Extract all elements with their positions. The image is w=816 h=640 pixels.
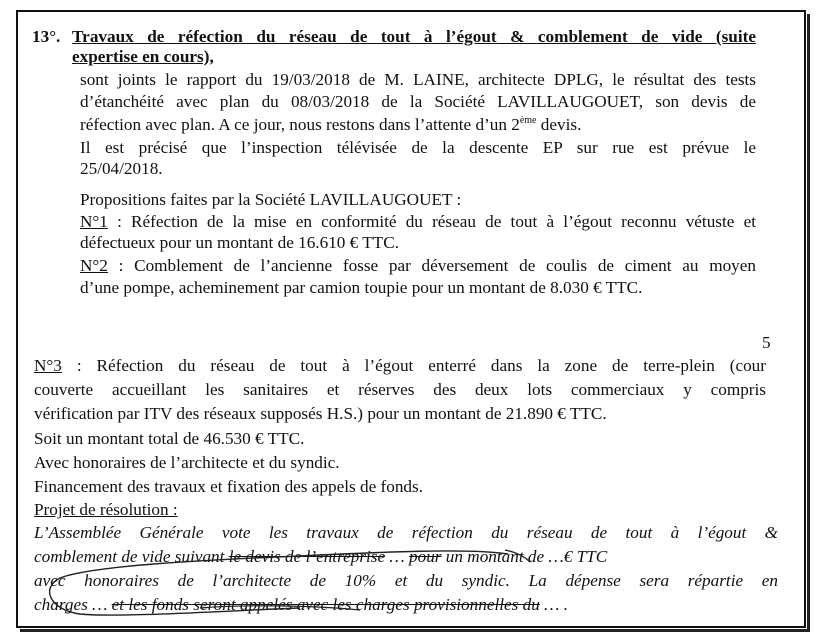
page-number: 5 <box>762 333 771 352</box>
proposal-n2-line1: N°2 : Comblement de l’ancienne fosse par déversement de coulis de ciment au moyen <box>80 256 756 275</box>
proposal-n1-line1: N°1 : Réfection de la mise en conformité du réseau de tout à l’égout reconnu vétuste et <box>80 212 756 231</box>
resolution-line2: comblement de vide suivant le devis de l’entreprise … pour un montant de …€ TTC <box>34 547 608 566</box>
resolution-line3: avec honoraires de l’architecte de 10% et du syndic. La dépense sera répartie en <box>34 571 778 590</box>
resolution-line1: L’Assemblée Générale vote les travaux de réfection du réseau de tout à l’égout & <box>34 523 778 542</box>
resolution-heading: Projet de résolution : <box>34 500 178 519</box>
intro-line3: réfection avec plan. A ce jour, nous restons dans l’attente d’un 2ème devis. <box>80 115 582 134</box>
total-amount: Soit un montant total de 46.530 € TTC. <box>34 429 305 448</box>
intro-line4: Il est précisé que l’inspection télévisée de la descente EP sur rue est prévue le <box>80 138 756 157</box>
intro-line5: 25/04/2018. <box>80 159 163 178</box>
resolution-line4: charges … et les fonds seront appelés avec les charges provisionnelles du … . <box>34 595 569 614</box>
proposal-n1-line2: défectueux pour un montant de 16.610 € TTC. <box>80 233 400 252</box>
item-title-line1: Travaux de réfection du réseau de tout à l’égout & comblement de vide (suite <box>72 27 756 46</box>
fees-line: Avec honoraires de l’architecte et du syndic. <box>34 453 340 472</box>
intro-line2: d’étanchéité avec plan du 08/03/2018 de la Société LAVILLAUGOUET, son devis de <box>80 92 756 111</box>
proposals-heading: Propositions faites par la Société LAVILLAUGOUET : <box>80 190 462 209</box>
proposal-n3-line3: vérification par ITV des réseaux supposés H.S.) pour un montant de 21.890 € TTC. <box>34 404 607 423</box>
proposal-n3-line1: N°3 : Réfection du réseau de tout à l’égout enterré dans la zone de terre-plein (cour <box>34 356 766 375</box>
financing-line: Financement des travaux et fixation des appels de fonds. <box>34 477 423 496</box>
item-title-line2: expertise en cours), <box>72 47 214 66</box>
item-number: 13°. <box>32 27 61 46</box>
intro-line1: sont joints le rapport du 19/03/2018 de M. LAINE, architecte DPLG, le résultat des tests <box>80 70 756 89</box>
proposal-n3-line2: couverte accueillant les sanitaires et réserves des deux lots commerciaux y compris <box>34 380 766 399</box>
proposal-n2-line2: d’une pompe, acheminement par camion toupie pour un montant de 8.030 € TTC. <box>80 278 643 297</box>
